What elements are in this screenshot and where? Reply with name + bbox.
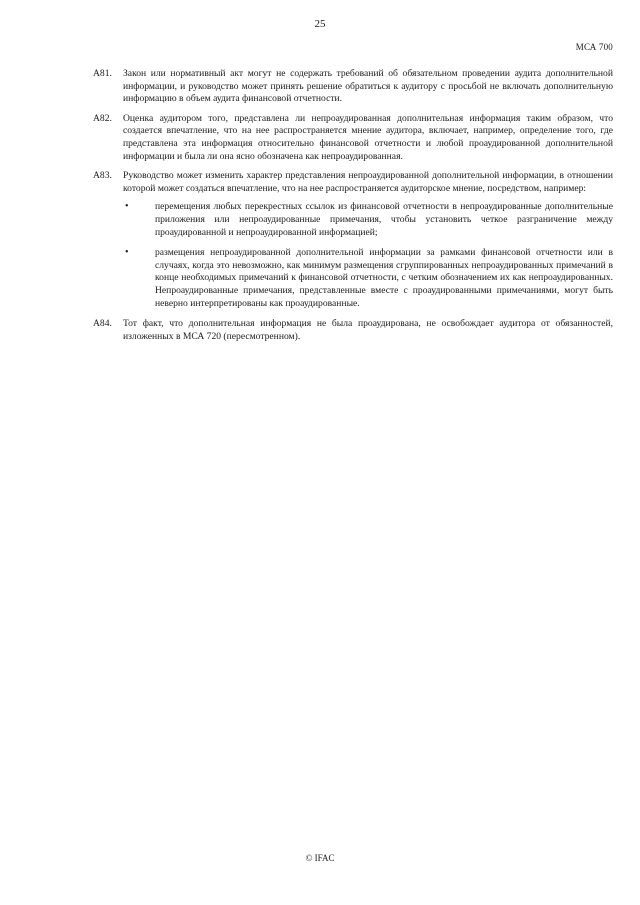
paragraph-text: Руководство может изменить характер представления непроаудированной дополнительной информации, в отношении которой может создаться впечатление, что на нее распространяется аудиторское мнение, посредством, например:: [123, 170, 613, 194]
bullet-icon: •: [125, 201, 129, 213]
list-item: [123, 201, 613, 239]
footer-copyright: © IFAC: [305, 853, 335, 863]
list-item-text: перемещения любых перекрестных ссылок из финансовой отчетности в непроаудированные дополнительные приложения или непроаудированные примечания, чтобы установить четкое разграничение между проаудированной и непроаудированной информацией;: [155, 201, 613, 238]
list-item-text: размещения непроаудированной дополнительной информации за рамками финансовой отчетности или в случаях, когда это невозможно, как минимум размещения сгруппированных непроаудированных примечаний в конце необходимых примечаний к финансовой отчетности, с четким обозначением их как непроаудированных. Непроаудированные примечания, представленные вместе с проаудированными примечаниями, могут быть неверно интерпретированы как проаудированные.: [155, 247, 613, 309]
paragraph-number: A82.: [93, 112, 112, 124]
paragraph-a82: [93, 113, 613, 163]
paragraph-number: A84.: [93, 318, 112, 330]
paragraph-text: Закон или нормативный акт могут не содержать требований об обязательном проведении аудита дополнительной информации, и руководство может принять решение обратиться к аудитору с просьбой не включать дополнительную информацию в объем аудита финансовой отчетности.: [123, 68, 613, 105]
list-item: [123, 247, 613, 310]
document-body: [93, 68, 613, 350]
paragraph-number: A81.: [93, 68, 112, 79]
paragraph-a81: [93, 68, 613, 106]
page-number: 25: [314, 18, 326, 30]
bullet-icon: •: [125, 247, 129, 259]
paragraph-number: A83.: [93, 170, 112, 182]
bullet-list: [123, 201, 613, 310]
paragraph-a83: [93, 170, 613, 310]
paragraph-text: Оценка аудитором того, представлена ли непроаудированная дополнительная информация таким образом, что создается впечатление, что на нее распространяется мнение аудитора, включает, например, определение того, где представлена эта информация относительно финансовой отчетности и любой проаудированной дополнительной информации и была ли она ясно обозначена как непроаудированная.: [123, 112, 613, 162]
paragraph-text: Тот факт, что дополнительная информация не была проаудирована, не освобождает аудитора от обязанностей, изложенных в МСА 720 (пересмотренном).: [123, 318, 613, 342]
paragraph-a84: [93, 318, 613, 343]
document-code: МСА 700: [575, 42, 613, 52]
